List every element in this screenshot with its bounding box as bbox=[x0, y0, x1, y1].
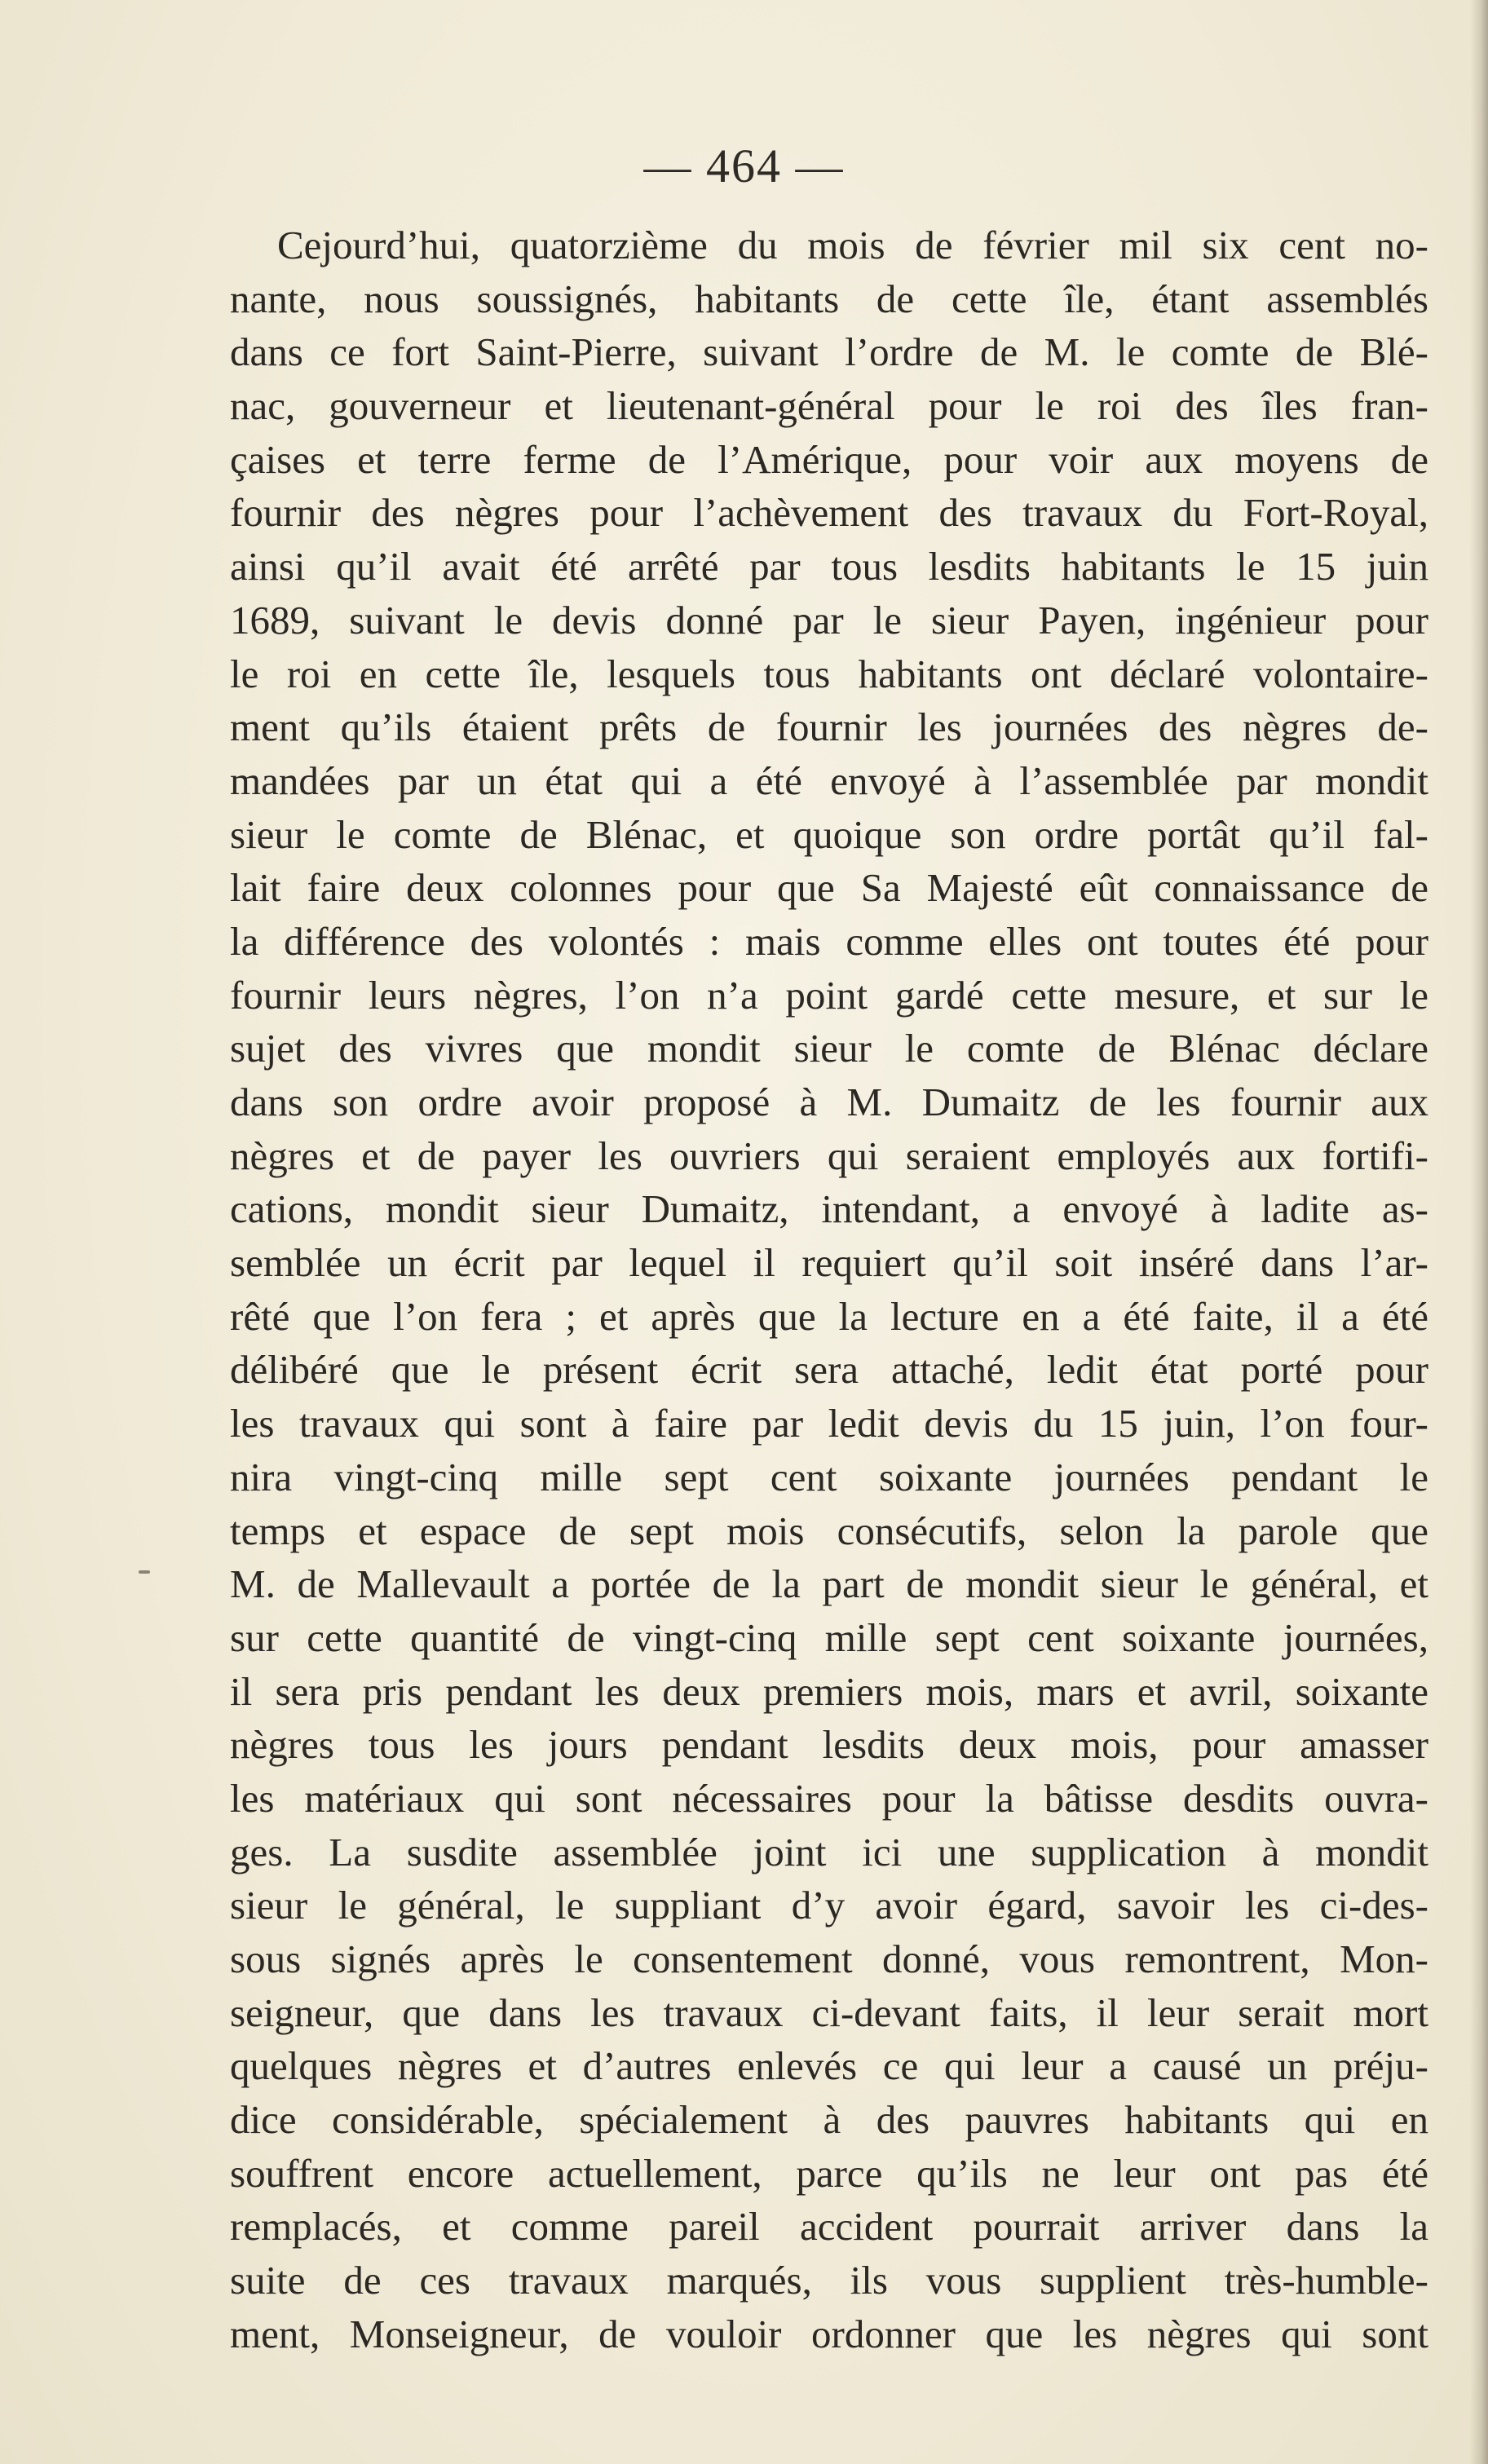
page-number: — 464 — bbox=[643, 139, 845, 192]
text-line: dans son ordre avoir proposé à M. Dumaitz de les fournir aux bbox=[230, 1080, 1428, 1124]
text-line: nac, gouverneur et lieutenant-général pour le roi des îles fran- bbox=[230, 383, 1428, 429]
text-line: lait faire deux colonnes pour que Sa Majesté eût connaissance de bbox=[230, 865, 1428, 911]
text-line: dans ce fort Saint-Pierre, suivant l’ordre de M. le comte de Blé- bbox=[230, 329, 1428, 375]
text-line: rêté que l’on fera ; et après que la lecture en a été faite, il a été bbox=[230, 1293, 1428, 1339]
text-line: nira vingt-cinq mille sept cent soixante journées pendant le bbox=[230, 1454, 1428, 1499]
body-text bbox=[230, 219, 1428, 2361]
text-line: souffrent encore actuellement, parce qu’ils ne leur ont pas été bbox=[230, 2150, 1428, 2196]
text-line: délibéré que le présent écrit sera attaché, ledit état porté pour bbox=[230, 1347, 1428, 1393]
text-line: nègres tous les jours pendant lesdits deux mois, pour amasser bbox=[230, 1722, 1428, 1768]
text-line: ment, Monseigneur, de vouloir ordonner que les nègres qui sont bbox=[230, 2311, 1428, 2356]
text-line: ainsi qu’il avait été arrêté par tous lesdits habitants le 15 juin bbox=[230, 544, 1428, 590]
text-line: mandées par un état qui a été envoyé à l’assemblée par mondit bbox=[230, 757, 1428, 803]
text-line: çaises et terre ferme de l’Amérique, pour voir aux moyens de bbox=[230, 436, 1428, 482]
text-line: fournir leurs nègres, l’on n’a point gardé cette mesure, et sur le bbox=[230, 972, 1428, 1018]
text-line: Cejourd’hui, quatorzième du mois de février mil six cent no- bbox=[277, 223, 1428, 267]
text-line: sur cette quantité de vingt-cinq mille sept cent soixante journées, bbox=[230, 1614, 1428, 1660]
text-line: ment qu’ils étaient prêts de fournir les journées des nègres de- bbox=[230, 704, 1428, 750]
text-line: 1689, suivant le devis donné par le sieur Payen, ingénieur pour bbox=[230, 597, 1428, 642]
text-line: cations, mondit sieur Dumaitz, intendant, a envoyé à ladite as- bbox=[230, 1186, 1428, 1232]
text-line: nante, nous soussignés, habitants de cette île, étant assemblés bbox=[230, 276, 1428, 321]
text-line: sujet des vivres que mondit sieur le comte de Blénac déclare bbox=[230, 1026, 1428, 1071]
text-line: temps et espace de sept mois consécutifs, selon la parole que bbox=[230, 1508, 1428, 1553]
text-line: les matériaux qui sont nécessaires pour la bâtisse desdits ouvra- bbox=[230, 1775, 1428, 1821]
text-line: semblée un écrit par lequel il requiert qu’il soit inséré dans l’ar- bbox=[230, 1240, 1428, 1286]
text-line: dice considérable, spécialement à des pauvres habitants qui en bbox=[230, 2097, 1428, 2143]
text-line: le roi en cette île, lesquels tous habitants ont déclaré volontaire- bbox=[230, 651, 1428, 696]
text-line: il sera pris pendant les deux premiers mois, mars et avril, soixante bbox=[230, 1668, 1428, 1714]
text-line: remplacés, et comme pareil accident pourrait arriver dans la bbox=[230, 2204, 1428, 2250]
text-line: seigneur, que dans les travaux ci-devant faits, il leur serait mort bbox=[230, 1989, 1428, 2035]
text-line: M. de Mallevault a portée de la part de mondit sieur le général, et bbox=[230, 1561, 1428, 1607]
page-edge-shadow bbox=[1470, 0, 1488, 2464]
text-line: sous signés après le consentement donné, vous remontrent, Mon- bbox=[230, 1936, 1428, 1981]
text-line: les travaux qui sont à faire par ledit devis du 15 juin, l’on four- bbox=[230, 1401, 1428, 1446]
text-line: la différence des volontés : mais comme elles ont toutes été pour bbox=[230, 918, 1428, 964]
text-line: fournir des nègres pour l’achèvement des travaux du Fort-Royal, bbox=[230, 490, 1428, 536]
text-line: nègres et de payer les ouvriers qui seraient employés aux fortifi- bbox=[230, 1133, 1428, 1178]
text-line: quelques nègres et d’autres enlevés ce qui leur a causé un préju- bbox=[230, 2043, 1428, 2089]
text-line: sieur le comte de Blénac, et quoique son ordre portât qu’il fal- bbox=[230, 811, 1428, 857]
text-line: suite de ces travaux marqués, ils vous supplient très-humble- bbox=[230, 2258, 1428, 2303]
text-line: sieur le général, le suppliant d’y avoir égard, savoir les ci-des- bbox=[230, 1883, 1428, 1928]
text-line: ges. La susdite assemblée joint ici une supplication à mondit bbox=[230, 1829, 1428, 1874]
margin-mark bbox=[139, 1570, 150, 1574]
